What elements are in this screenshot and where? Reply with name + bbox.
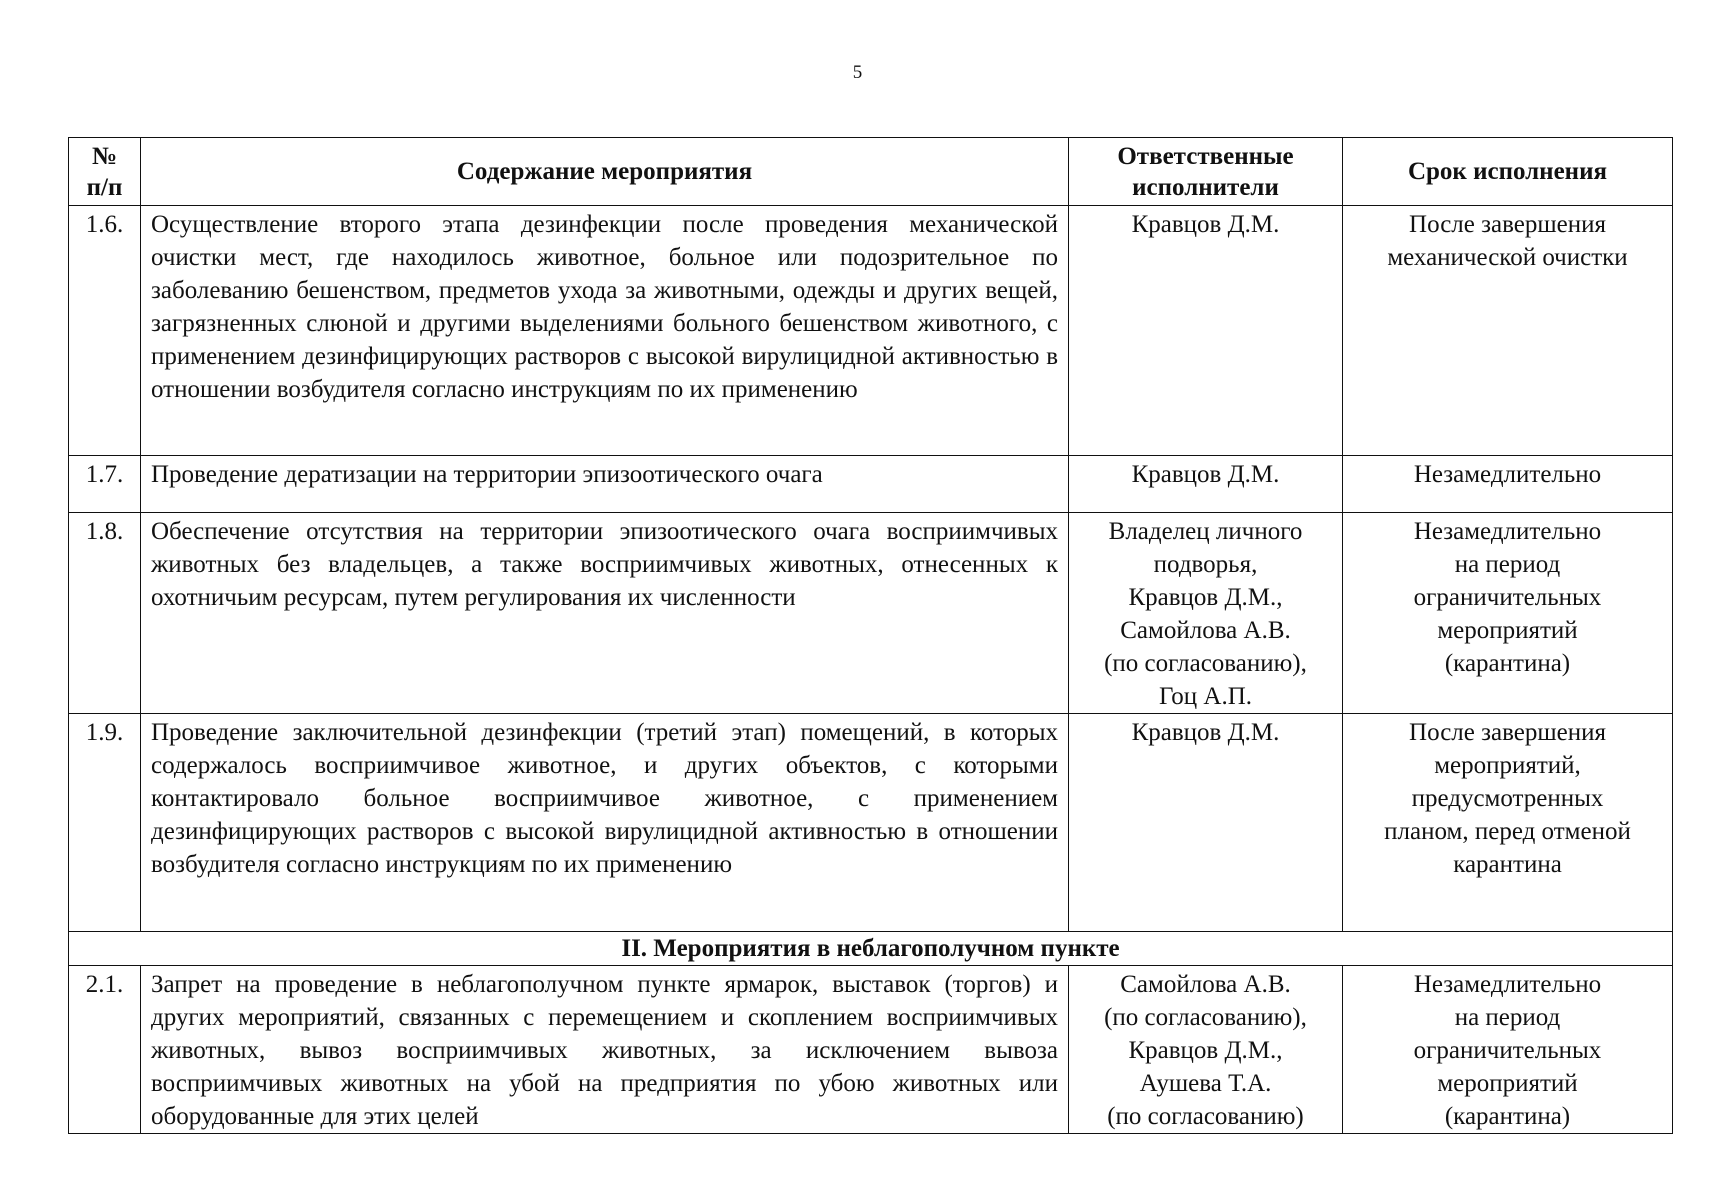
responsible-line: Аушева Т.А. [1139, 1070, 1272, 1097]
row-content: Запрет на проведение в неблагополучном пункте ярмарок, выставок (торгов) и других мероприятий, связанных с перемещением и скоплением восприимчивых животных, вывоз восприимчивых животных, за исключением вывоза восприимчивых животных на убой на предприятия по убою животных или оборудованные для этих целей [141, 966, 1069, 1134]
deadline-line: на период [1454, 551, 1561, 578]
deadline-line: на период [1454, 1004, 1561, 1031]
deadline-line: механической очистки [1387, 244, 1628, 271]
page-number: 5 [852, 62, 863, 83]
deadline-line: ограничительных [1413, 584, 1602, 611]
row-number: 1.8. [69, 513, 141, 714]
deadline-line: Незамедлительно [1413, 971, 1602, 998]
responsible-line: Кравцов Д.М. [1131, 211, 1280, 238]
table-row [69, 966, 1673, 1134]
row-deadline [1343, 456, 1673, 513]
row-content: Осуществление второго этапа дезинфекции после проведения механической очистки мест, где находилось животное, больное или подозрительное по заболеванию бешенством, предметов ухода за животными, одежды и других вещей, загрязненных слюной и другими выделениями больного бешенством животного, с применением дезинфицирующих растворов с высокой вирулицидной активностью в отношении возбудителя согласно инструкциям по их применению [141, 206, 1069, 456]
header-number-line: п/п [86, 173, 123, 201]
header-deadline: Срок исполнения [1343, 138, 1673, 206]
table-row [69, 206, 1673, 456]
row-content: Проведение заключительной дезинфекции (третий этап) помещений, в которых содержалось восприимчивое животное, и других объектов, с которыми контактировало больное восприимчивое животное, с применением дезинфицирующих растворов с высокой вирулицидной активностью в отношении возбудителя согласно инструкциям по их применению [141, 714, 1069, 932]
responsible-line: Владелец личного [1108, 518, 1303, 545]
row-deadline [1343, 714, 1673, 932]
header-responsible [1069, 138, 1343, 206]
deadline-line: планом, перед отменой [1384, 818, 1631, 845]
row-responsible [1069, 206, 1343, 456]
deadline-line: (карантина) [1444, 1103, 1571, 1130]
deadline-line: мероприятий [1437, 1070, 1578, 1097]
header-number [69, 138, 141, 206]
table-header-row [69, 138, 1673, 206]
responsible-line: Кравцов Д.М. [1131, 719, 1280, 746]
row-responsible [1069, 456, 1343, 513]
responsible-line: Кравцов Д.М., [1128, 584, 1283, 611]
responsible-line: (по согласованию), [1104, 650, 1307, 677]
responsible-line: Самойлова А.В. [1120, 617, 1291, 644]
table-row [69, 714, 1673, 932]
row-number: 2.1. [69, 966, 141, 1134]
deadline-line: Незамедлительно [1413, 461, 1602, 488]
table-row [69, 513, 1673, 714]
section-title: II. Мероприятия в неблагополучном пункте [69, 932, 1673, 966]
table-row [69, 456, 1673, 513]
row-number: 1.7. [69, 456, 141, 513]
responsible-line: подворья, [1153, 551, 1258, 578]
measures-table [68, 137, 1673, 1134]
row-content: Обеспечение отсутствия на территории эпизоотического очага восприимчивых животных без владельцев, а также восприимчивых животных, отнесенных к охотничьим ресурсам, путем регулирования их численности [141, 513, 1069, 714]
row-deadline [1343, 513, 1673, 714]
header-responsible-line: Ответственные [1117, 142, 1294, 170]
row-deadline [1343, 966, 1673, 1134]
row-responsible [1069, 714, 1343, 932]
deadline-line: ограничительных [1413, 1037, 1602, 1064]
row-deadline [1343, 206, 1673, 456]
header-responsible-line: исполнители [1132, 173, 1279, 201]
header-content: Содержание мероприятия [141, 138, 1069, 206]
row-content: Проведение дератизации на территории эпизоотического очага [141, 456, 1069, 513]
deadline-line: После завершения [1409, 719, 1606, 746]
row-number: 1.6. [69, 206, 141, 456]
row-responsible [1069, 966, 1343, 1134]
responsible-line: Кравцов Д.М. [1131, 461, 1280, 488]
section-row [69, 932, 1673, 966]
responsible-line: Самойлова А.В. [1120, 971, 1291, 998]
deadline-line: предусмотренных [1411, 785, 1604, 812]
responsible-line: Кравцов Д.М., [1128, 1037, 1283, 1064]
deadline-line: После завершения [1409, 211, 1606, 238]
deadline-line: карантина [1453, 851, 1562, 878]
deadline-line: мероприятий, [1434, 752, 1581, 779]
responsible-line: (по согласованию) [1107, 1103, 1304, 1130]
responsible-line: Гоц А.П. [1159, 683, 1252, 710]
header-number-line: № [91, 142, 118, 170]
responsible-line: (по согласованию), [1104, 1004, 1307, 1031]
deadline-line: мероприятий [1437, 617, 1578, 644]
deadline-line: (карантина) [1444, 650, 1571, 677]
deadline-line: Незамедлительно [1413, 518, 1602, 545]
row-number: 1.9. [69, 714, 141, 932]
row-responsible [1069, 513, 1343, 714]
